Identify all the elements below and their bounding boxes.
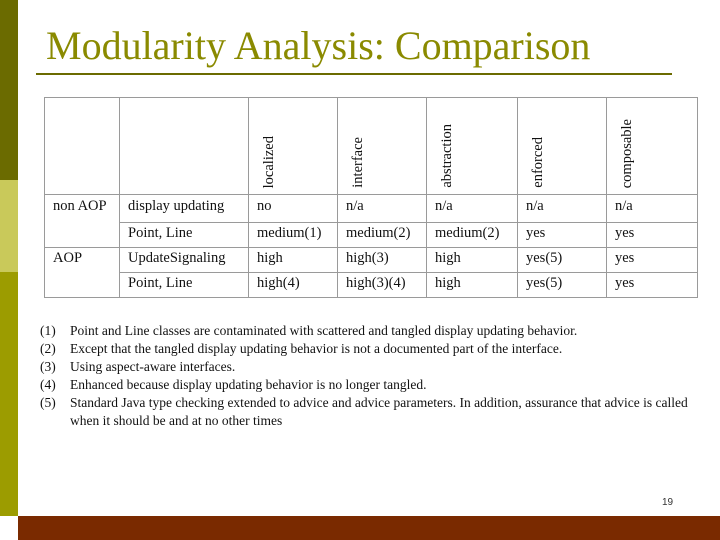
table-header-row [45, 98, 698, 195]
column-header [518, 98, 607, 195]
column-header [338, 98, 427, 195]
table-cell: n/a [607, 195, 698, 223]
left-accent-bar-top [0, 0, 18, 180]
column-header [427, 98, 518, 195]
group-label-cell-continued [45, 273, 120, 298]
table-cell: n/a [427, 195, 518, 223]
table-row [45, 273, 698, 298]
footnote-text: Using aspect-aware interfaces. [70, 359, 236, 374]
table-cell: yes [607, 223, 698, 248]
footnote-text: Enhanced because display updating behavior is no longer tangled. [70, 377, 427, 392]
slide-title: Modularity Analysis: Comparison [46, 23, 591, 68]
row-name-cell: Point, Line [120, 223, 249, 248]
table-cell: medium(1) [249, 223, 338, 248]
left-accent-bar-middle [0, 180, 18, 272]
table-cell: high(3)(4) [338, 273, 427, 298]
footnote-number: (5) [40, 395, 56, 410]
table-cell: high [427, 273, 518, 298]
header-blank-cell [45, 98, 120, 195]
column-header-label: localized [261, 135, 277, 188]
footnote-item [40, 340, 700, 358]
footnote-item [40, 322, 700, 340]
table-cell: medium(2) [427, 223, 518, 248]
comparison-table [44, 97, 698, 298]
column-header-label: composable [619, 118, 635, 188]
column-header [607, 98, 698, 195]
header-blank-cell [120, 98, 249, 195]
group-label: non AOP [53, 198, 107, 214]
footnote-number: (3) [40, 359, 56, 374]
table-row [45, 223, 698, 248]
footnote-text: Point and Line classes are contaminated with scattered and tangled display updating behavior. [70, 323, 578, 338]
title-underline [36, 73, 672, 75]
table-cell: no [249, 195, 338, 223]
footnote-text: Except that the tangled display updating behavior is not a documented part of the interface. [70, 341, 563, 356]
table-cell: high [427, 248, 518, 273]
table-cell: medium(2) [338, 223, 427, 248]
table-cell: n/a [518, 195, 607, 223]
table-cell: high(4) [249, 273, 338, 298]
column-header [249, 98, 338, 195]
table-cell: n/a [338, 195, 427, 223]
footnote-number: (1) [40, 323, 56, 338]
column-header-label: abstraction [439, 124, 455, 188]
footnotes-list [40, 322, 700, 430]
row-name-cell: Point, Line [120, 273, 249, 298]
column-header-label: enforced [530, 137, 546, 188]
row-name-cell: UpdateSignaling [120, 248, 249, 273]
column-header-label: interface [350, 137, 366, 188]
left-accent-bar-bottom [0, 272, 18, 516]
table-cell: high [249, 248, 338, 273]
footnote-item [40, 358, 700, 376]
group-label-cell [45, 195, 120, 223]
table-cell: yes [607, 273, 698, 298]
row-name-cell: display updating [120, 195, 249, 223]
table-cell: yes [518, 223, 607, 248]
table-cell: high(3) [338, 248, 427, 273]
group-label-cell: AOP [45, 248, 120, 273]
group-label-cell-continued [45, 223, 120, 248]
table-cell: yes(5) [518, 248, 607, 273]
footnote-number: (2) [40, 341, 56, 356]
footnote-number: (4) [40, 377, 56, 392]
table-cell: yes(5) [518, 273, 607, 298]
table-row [45, 195, 698, 223]
table-cell: yes [607, 248, 698, 273]
footnote-item [40, 394, 700, 430]
footnote-item [40, 376, 700, 394]
footnote-text: Standard Java type checking extended to advice and advice parameters. In addition, assurance that advice is called when it should be and at no other times [70, 395, 688, 428]
page-number: 19 [662, 497, 674, 508]
bottom-accent-bar [18, 516, 720, 540]
table-row [45, 248, 698, 273]
